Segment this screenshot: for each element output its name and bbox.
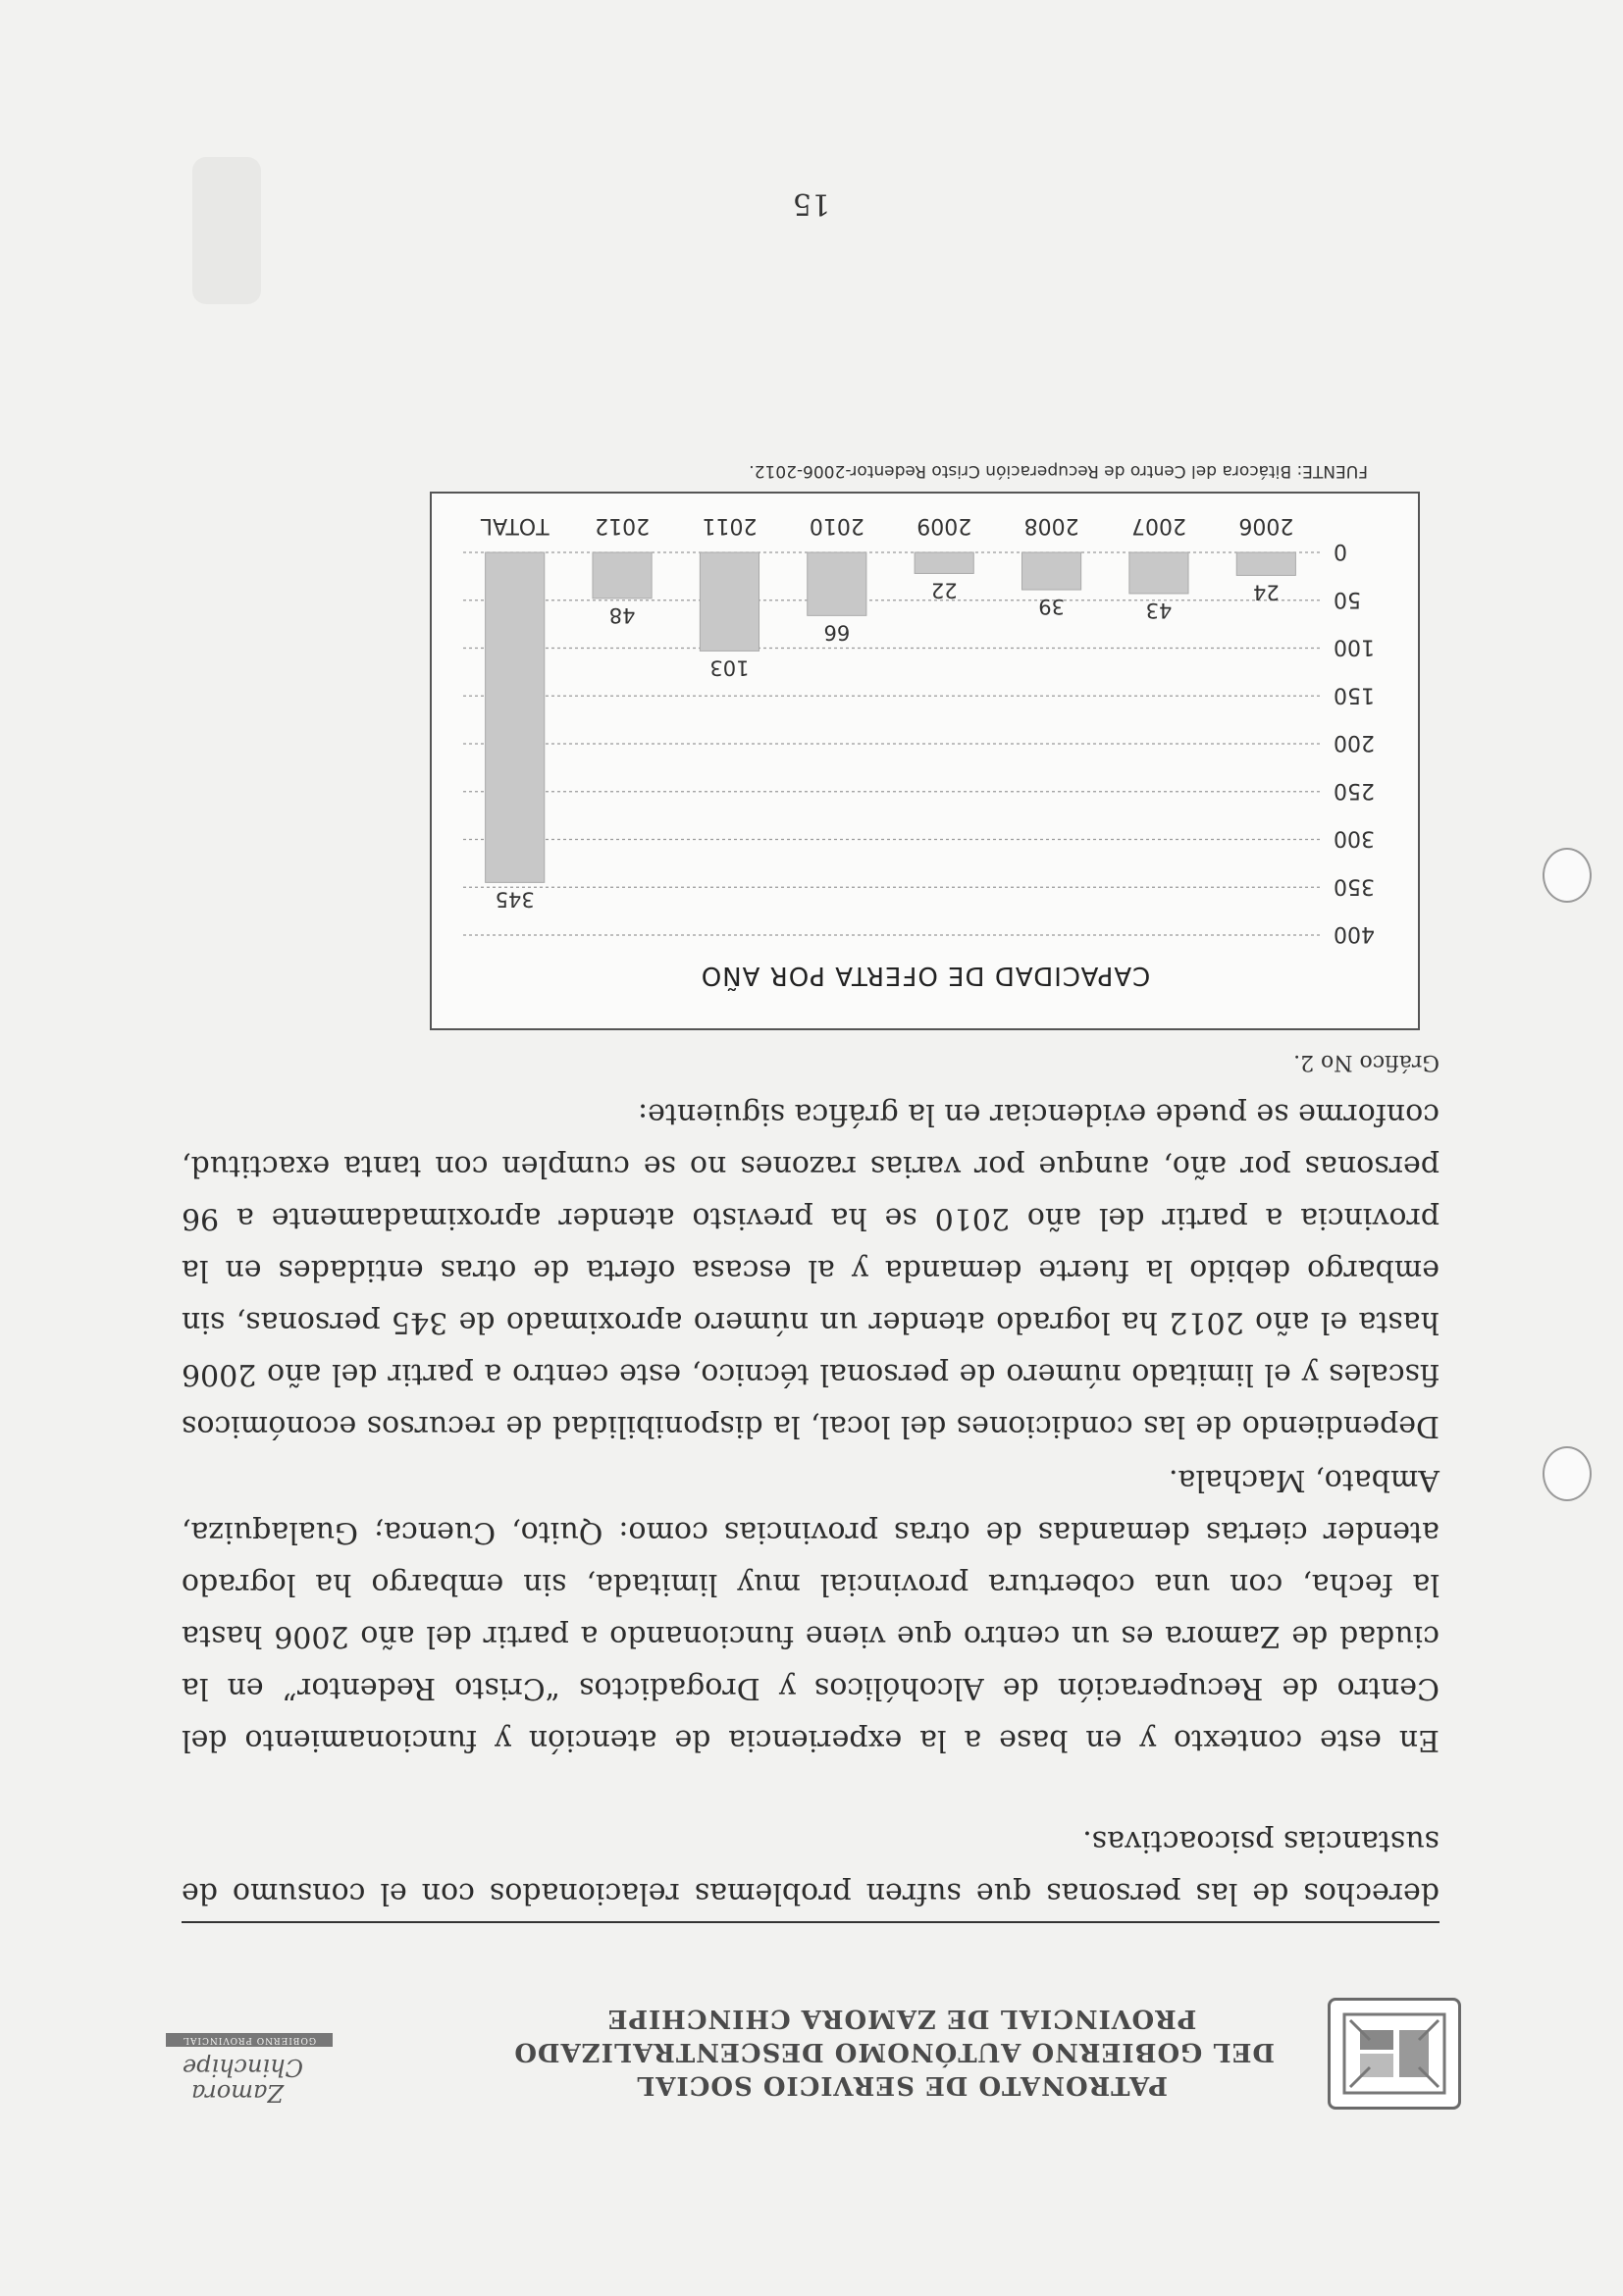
page-number: 15 [792,186,831,221]
bar-chart [430,492,1420,1030]
x-tick-label: 2011 [702,513,758,538]
x-tick-label: 2007 [1130,513,1186,538]
chart-bar [915,552,973,573]
y-tick-label: 100 [1334,634,1375,659]
org-name-line3: PROVINCIAL DE ZAMORA CHINCHIPE [606,2004,1197,2033]
institution-logo [1328,1998,1461,2110]
y-tick-label: 400 [1334,921,1375,946]
bleed-through-mark [192,157,261,304]
data-label: 24 [1252,580,1280,604]
y-tick-label: 50 [1334,586,1361,611]
x-tick-label: 2012 [595,513,651,538]
letterhead [166,1962,1461,2110]
data-label: 43 [1145,598,1173,622]
chart-canvas [432,494,1418,1028]
chart-bar [1236,552,1295,575]
chart-bar [1021,552,1080,590]
data-label: 103 [709,655,750,680]
y-tick-label: 350 [1334,873,1375,899]
paragraph-1: derechos de las personas que sufren problemas relacionados con el consumo de sustancias psicoactivas. [182,1815,1440,1923]
y-tick-label: 0 [1334,539,1347,563]
org-name-line1: PATRONATO DE SERVICIO SOCIAL [636,2070,1168,2100]
chart-bar [700,552,759,651]
paragraph-3: Dependiendo de las condiciones del local, la disponibilidad de recursos económicos fiscales y el limitado número de personal técnico, este centro a partir del año 2006 hasta el año 2012 ha logrado atender un número aproximado de 345 personas, sin embargo debido la fuerte demanda y al escasa oferta de otras entidades en la provincia a partir del año 2010 se ha previsto atender aproximadamente a 96 personas por año, aunque por varias razones no se cumplen con tanta exactitud, conforme se puede evidenciar en la gráfica siguiente: [182,1097,1440,1443]
y-tick-label: 200 [1334,730,1375,755]
chart-bar [593,552,652,599]
org-name-line2: DEL GOBIERNO AUTÓNOMO DESCENTRALIZADO [513,2037,1275,2066]
y-tick-label: 150 [1334,682,1375,707]
chart-bar [1129,552,1188,594]
source-note: FUENTE: Bitácora del Centro de Recuperación Cristo Redentor-2006-2012. [749,461,1368,481]
chart-title: CAPACIDAD DE OFERTA POR AÑO [700,961,1151,990]
x-tick-label: 2010 [809,513,864,538]
x-tick-label: 2008 [1023,513,1079,538]
provincial-seal [166,2011,333,2106]
chart-bar [808,552,866,615]
punch-hole [1543,848,1592,903]
paragraph-2: En este contexto y en base a la experiencia de atención y funcionamiento del Centro de Recuperación de Alcohólicos y Drogadictos “Cristo Redentor” en la ciudad de Zamora es un centro que viene funcionando a partir del año 2006 hasta la fecha, con una cobertura provincial muy limitada, sin embargo ha logrado atender ciertas demandas de otras provincias como: Quito, Cuenca; Gualaquiza, Ambato, Machala. [182,1463,1440,1757]
chart-bar [486,552,545,882]
seal-bar: GOBIERNO PROVINCIAL [166,2033,333,2047]
y-tick-label: 300 [1334,825,1375,851]
data-label: 48 [608,602,636,627]
data-label: 66 [823,620,851,645]
x-tick-label: 2009 [916,513,972,538]
seal-line2: Chinchipe [182,2054,303,2081]
seal-line1: Zamora [191,2079,284,2107]
data-label: 22 [930,578,958,602]
punch-hole [1543,1446,1592,1501]
x-tick-label: 2006 [1238,513,1294,538]
y-tick-label: 250 [1334,777,1375,803]
organization-name [513,2002,1275,2102]
data-label: 39 [1038,595,1065,619]
logo-emblem-icon [1331,2001,1458,2107]
x-tick-label: TOTAL [480,513,550,538]
data-label: 345 [495,887,535,912]
figure-caption: Gráfico No 2. [1293,1050,1440,1074]
